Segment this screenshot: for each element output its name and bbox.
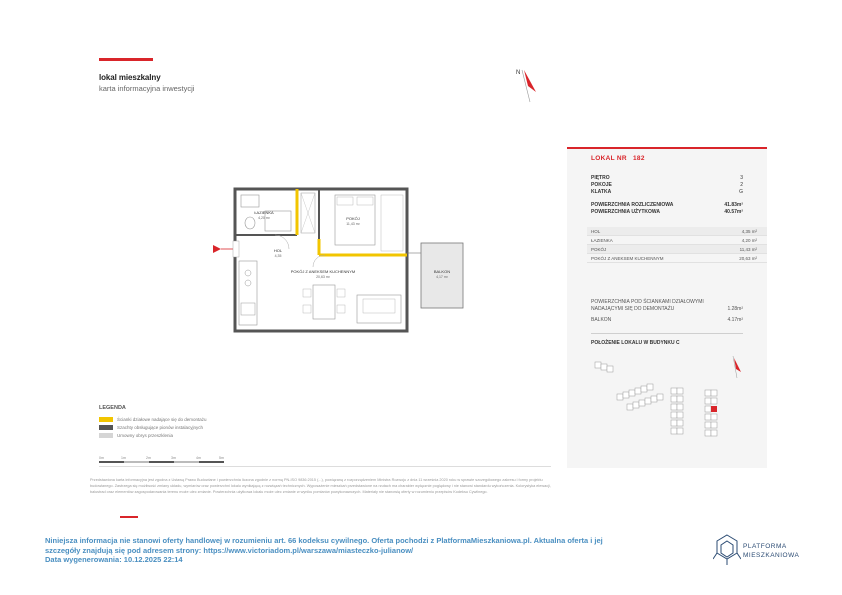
legend-label: Szachty obsługujące pionów instalacyjnych <box>117 424 204 430</box>
location-north-icon <box>734 358 741 372</box>
north-compass-icon <box>512 62 542 104</box>
page-subtitle: karta informacyjna inwestycji <box>99 84 195 93</box>
panel-accent-bar <box>567 147 767 149</box>
rooms-count-value: 2 <box>740 182 743 188</box>
balcony-row <box>591 317 743 323</box>
scale-tick: 5m <box>219 456 224 460</box>
legend-item <box>99 432 173 438</box>
entrance-arrow-icon <box>213 245 221 253</box>
unit-number-value: 182 <box>632 155 645 162</box>
legend-swatch-light <box>99 433 113 438</box>
scale-tick: 4m <box>196 456 201 460</box>
usable-area-row <box>591 209 743 215</box>
stairwell-label: KLATKA <box>591 189 612 195</box>
partition-area-value: 1.28m² <box>727 306 743 312</box>
label-lazienka: ŁAZIENKA <box>254 210 274 215</box>
rooms-count-row <box>591 182 743 188</box>
logo-line-2: MIESZKANIOWA <box>743 552 800 559</box>
room-row <box>587 227 767 236</box>
floor-label: PIĘTRO <box>591 175 610 181</box>
label-salon: POKÓJ Z ANEKSEM KUCHENNYM <box>290 269 356 274</box>
header-accent-bar <box>99 58 153 61</box>
label-lazienka-area: 4,20 m² <box>258 216 270 220</box>
rooms-table <box>587 227 767 263</box>
room-name: POKÓJ Z ANEKSEM KUCHENNYM <box>591 255 664 261</box>
disclaimer-divider <box>99 466 551 467</box>
legend-item <box>99 424 203 430</box>
scale-tick: 3m <box>171 456 176 460</box>
room-area: 20,63 m² <box>739 255 757 261</box>
room-area: 4,35 m² <box>741 228 757 234</box>
panel-divider <box>591 333 743 334</box>
label-salon-area: 20,63 m² <box>316 275 330 279</box>
legend-title: LEGENDA <box>99 405 126 411</box>
partition-area-row-2 <box>591 306 743 312</box>
legend-label: Umowny obrys przeszklenia <box>117 432 174 438</box>
legend-label: Ścianki działowe nadające się do demontażu <box>117 416 207 422</box>
partition-area-label-2: NADAJĄCYMI SIĘ DO DEMONTAŻU <box>591 306 675 312</box>
label-balkon-area: 4,17 m² <box>436 275 448 279</box>
room-area: 11,43 m² <box>739 246 757 252</box>
location-heading: POŁOŻENIE LOKALU W BUDYNKU C <box>591 340 680 346</box>
north-label: N <box>516 70 521 76</box>
partition-area-row <box>591 299 743 305</box>
unit-number-label: LOKAL NR <box>591 155 627 162</box>
balcony-value: 4.17m² <box>727 317 743 323</box>
label-pokoj-area: 11,43 m² <box>346 222 360 226</box>
legend-swatch-yellow <box>99 417 113 422</box>
room-area: 4,20 m² <box>741 237 757 243</box>
offer-info-line-2: szczegóły znajdują się pod adresem strony: https://www.victoriadom.pl/warszawa/miasteczko-julianow/ <box>45 545 414 555</box>
usable-area-label: POWIERZCHNIA UŻYTKOWA <box>591 209 660 215</box>
unit-location-marker <box>711 406 717 412</box>
billing-area-value: 41.83m² <box>724 202 743 208</box>
legend-item <box>99 416 207 422</box>
room-row <box>587 236 767 245</box>
offer-info-line-3: Data wygenerowania: 10.12.2025 22:14 <box>45 555 183 564</box>
balcony-label: BALKON <box>591 317 612 323</box>
room-name: POKÓJ <box>591 246 607 252</box>
floor-row <box>591 175 743 181</box>
billing-area-row <box>591 202 743 208</box>
label-hol: HOL <box>273 248 283 253</box>
platforma-logo-icon <box>713 533 741 567</box>
usable-area-value: 40.57m² <box>724 209 743 215</box>
disclaimer-accent-bar <box>120 516 138 518</box>
room-row <box>587 245 767 254</box>
disclaimer-text: Przedstawiona karta informacyjna jest zgodna z Ustawą Prawo Budowlane i powierzchnia liczona zgodnie z normą PN-ISO 9836:2015 (...), powiązaną z rozporządzeniem Ministra Rozwoju z dnia 11 września 2020 roku w sprawie szczegółowego zakresu i formy projektu budowlanego. Zastrzega się możliwość zmiany układu, wymiarów oraz powierzchni lokalu wynikającą z rozwiązań technicznych. Wyposażenie mieszkań przedstawione na rzutach ma charakter wyłącznie poglądowy i nie stanowi standardu wykończenia. Kolorystyka elewacji, balustrad oraz elementów zagospodarowania terenu może ulec zmianie. Powierzchnia użytkowa lokalu może ulec zmianie w wyniku pomiarów powykonawczych. Materiały nie stanowią oferty w rozumieniu przepisów Kodeksu Cywilnego. <box>90 478 551 494</box>
room-name: ŁAZIENKA <box>591 237 613 243</box>
floor-plan <box>205 183 475 338</box>
billing-area-label: POWIERZCHNIA ROZLICZENIOWA <box>591 202 674 208</box>
scale-tick: 0m <box>99 456 104 460</box>
rooms-count-label: POKOJE <box>591 182 612 188</box>
label-pokoj: POKÓJ <box>346 216 360 221</box>
building-location-map <box>587 352 759 442</box>
room-row <box>587 254 767 263</box>
logo-line-1: PLATFORMA <box>743 543 787 550</box>
unit-number <box>591 155 645 162</box>
offer-info <box>45 536 655 565</box>
label-hol-area: 4,35 <box>274 254 282 258</box>
unit-info-panel <box>567 147 767 468</box>
scale-tick: 2m <box>146 456 151 460</box>
room-name: HOL <box>591 228 601 234</box>
legend-swatch-dark <box>99 425 113 430</box>
page-title: lokal mieszkalny <box>99 73 161 82</box>
stairwell-value: G <box>739 189 743 195</box>
floor-value: 3 <box>740 175 743 181</box>
scale-tick: 1m <box>121 456 126 460</box>
label-balkon: BALKON <box>433 269 451 274</box>
platforma-logo-text <box>743 542 799 560</box>
offer-info-line-1: Niniejsza informacja nie stanowi oferty handlowej w rozumieniu art. 66 kodeksu cywilnego. Oferta pochodzi z PlatformaMieszkaniowa.pl. Aktualna oferta i jej <box>45 536 603 545</box>
partition-area-label: POWIERZCHNIA POD ŚCIANKAMI DZIAŁOWYMI <box>591 299 704 305</box>
stairwell-row <box>591 189 743 195</box>
